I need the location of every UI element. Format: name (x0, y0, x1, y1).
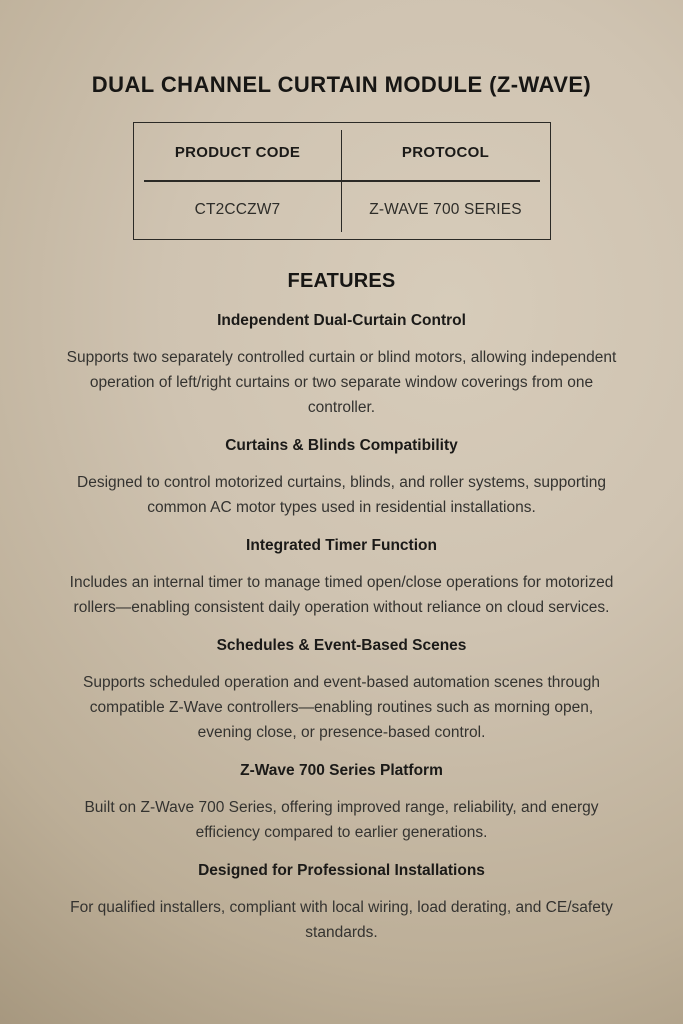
feature-item (55, 310, 628, 420)
page-title: DUAL CHANNEL CURTAIN MODULE (Z-WAVE) (91, 72, 592, 97)
feature-title: Independent Dual-Curtain Control (217, 312, 466, 329)
protocol-header: PROTOCOL (401, 143, 490, 161)
feature-description: For qualified installers, compliant with local wiring, load derating, and CE/safety standards. (70, 899, 613, 941)
feature-description: Includes an internal timer to manage timed open/close operations for motorized rollers—enabling consistent daily operation without reliance on cloud services. (69, 574, 614, 616)
feature-title: Designed for Professional Installations (198, 862, 485, 879)
feature-description: Designed to control motorized curtains, blinds, and roller systems, supporting common AC motor types used in residential installations. (77, 474, 606, 516)
feature-title: Z-Wave 700 Series Platform (240, 762, 443, 779)
feature-item (55, 860, 628, 945)
product-code-value: CT2CCZW7 (194, 201, 281, 218)
feature-item (55, 535, 628, 620)
features-heading: FEATURES (287, 270, 396, 292)
feature-item (55, 760, 628, 845)
feature-description: Supports two separately controlled curtain or blind motors, allowing independent operation of left/right curtains or two separate window coverings from one controller. (66, 349, 617, 416)
features-list (55, 310, 628, 945)
feature-title: Integrated Timer Function (246, 537, 437, 554)
protocol-value: Z-WAVE 700 SERIES (369, 201, 522, 218)
feature-title: Schedules & Event-Based Scenes (216, 637, 467, 654)
feature-description: Supports scheduled operation and event-based automation scenes through compatible Z-Wave controllers—enabling routines such as morning open, evening close, or presence-based control. (82, 674, 601, 741)
feature-title: Curtains & Blinds Compatibility (225, 437, 458, 454)
feature-description: Built on Z-Wave 700 Series, offering improved range, reliability, and energy efficiency compared to earlier generations. (84, 799, 599, 841)
feature-item (55, 635, 628, 745)
spec-table (133, 122, 551, 240)
product-code-header: PRODUCT CODE (174, 143, 301, 161)
feature-item (55, 435, 628, 520)
table-horizontal-divider (144, 180, 540, 182)
